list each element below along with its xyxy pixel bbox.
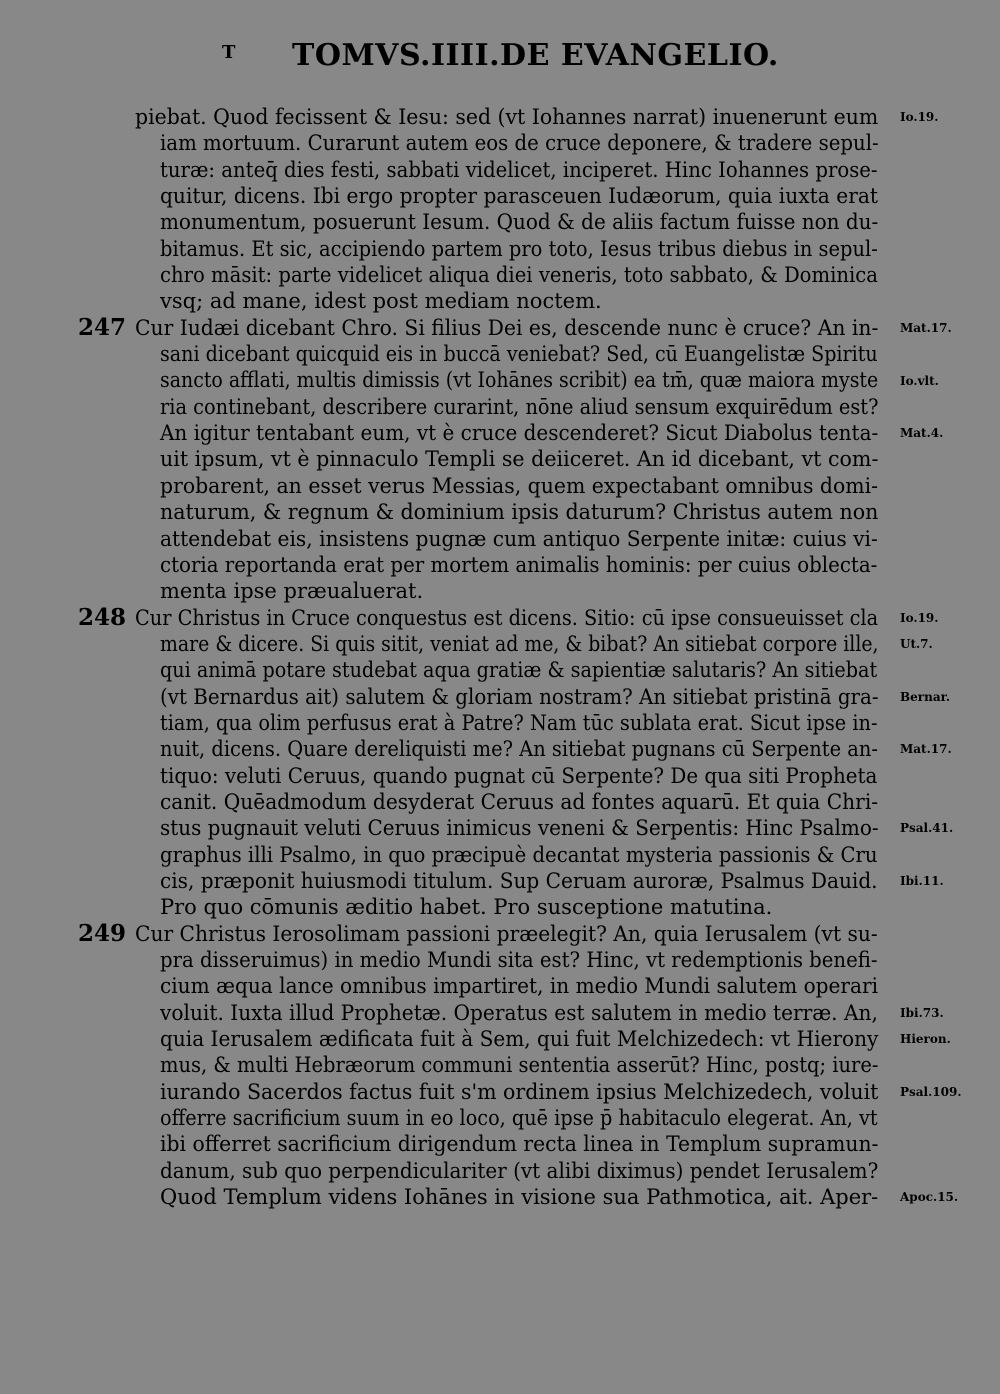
question-number: 247 <box>78 313 127 341</box>
line-text: tiam, qua olim perfusus erat à Patre? Nam tūc sublata erat. Sicut ipse in- <box>160 710 878 735</box>
line-text: qui animā potare studebat aqua gratiæ & sapientiæ salutaris? An sitiebat <box>160 658 878 683</box>
line-text: monumentum, posuerunt Iesum. Quod & de aliis factum fuisse non du- <box>160 210 879 235</box>
margin-reference: Mat.4. <box>900 426 944 441</box>
line-text: mare & dicere. Si quis sitit, veniat ad me, & bibat? An sitiebat corpore ille, <box>160 631 879 656</box>
text-line <box>78 894 878 920</box>
line-text: quia Ierusalem ædificata fuit à Sem, qui fuit Melchizedech: vt Hierony <box>160 1027 879 1052</box>
text-line <box>78 973 878 999</box>
line-text: tiquo: veluti Ceruus, quando pugnat cū Serpente? De qua siti Propheta <box>160 763 878 788</box>
text-line <box>78 815 878 841</box>
line-text: pra disseruimus) in medio Mundi sita est? Hinc, vt redemptionis benefi- <box>160 948 878 972</box>
line-text: danum, sub quo perpendiculariter (vt alibi diximus) pendet Ierusalem? <box>160 1158 879 1183</box>
question-number: 249 <box>78 919 127 947</box>
text-line <box>78 578 878 604</box>
text-line <box>78 157 878 183</box>
line-text: Cur Iudæi dicebant Chro. Si filius Dei es, descende nunc è cruce? An in- <box>135 315 879 340</box>
text-line <box>78 789 878 815</box>
question-number: 248 <box>78 603 127 631</box>
line-text: uit ipsum, vt è pinnaculo Templi se deiiceret. An id dicebant, vt com- <box>160 447 879 472</box>
text-line <box>78 262 878 288</box>
folio-mark: T <box>222 42 236 63</box>
line-text: (vt Bernardus ait) salutem & gloriam nostram? An sitiebat pristinā gra- <box>160 684 879 709</box>
main-text <box>78 104 878 1210</box>
text-line <box>78 236 878 262</box>
text-line <box>78 1079 878 1105</box>
text-line <box>78 1131 878 1157</box>
text-line <box>78 1000 878 1026</box>
text-line <box>78 446 878 472</box>
line-text: sani dicebant quicquid eis in buccā veniebat? Sed, cū Euangelistæ Spiritu <box>160 342 878 367</box>
line-text: canit. Quēadmodum desyderat Ceruus ad fontes aquarū. Et quia Chri- <box>160 789 879 814</box>
text-line <box>78 631 878 657</box>
line-text: nuit, dicens. Quare dereliquisti me? An sitiebat pugnans cū Serpente an- <box>160 737 878 762</box>
line-text: attendebat eis, insistens pugnæ cum antiquo Serpente initæ: cuius vi- <box>160 526 878 551</box>
line-text: probarent, an esset verus Messias, quem expectabant omnibus domi- <box>160 473 879 498</box>
text-line <box>78 526 878 552</box>
text-line <box>78 183 878 209</box>
margin-reference: Hieron. <box>900 1032 951 1047</box>
line-text: sancto afflati, multis dimissis (vt Iohānes scribit) ea tm̄, quæ maiora myste <box>160 368 879 393</box>
text-line <box>78 763 878 789</box>
text-line <box>78 104 878 130</box>
text-line <box>78 315 878 341</box>
line-text: Pro quo cōmunis æditio habet. Pro susceptione matutina. <box>160 895 773 920</box>
line-text: stus pugnauit veluti Ceruus inimicus veneni & Serpentis: Hinc Psalmo- <box>160 816 879 841</box>
text-line <box>78 1105 878 1131</box>
text-line <box>78 1184 878 1210</box>
text-line <box>78 367 878 393</box>
margin-reference: Mat.17. <box>900 742 952 757</box>
page-header <box>0 38 1000 78</box>
margin-reference: Io.19. <box>900 110 939 124</box>
margin-reference: Apoc.15. <box>900 1190 959 1205</box>
line-text: Quod Templum videns Iohānes in visione sua Pathmotica, ait. Aper- <box>160 1185 879 1210</box>
text-line <box>78 1158 878 1184</box>
line-text: vsq; ad mane, idest post mediam noctem. <box>160 289 602 314</box>
text-line <box>78 473 878 499</box>
text-line <box>78 130 878 156</box>
line-text: Cur Christus in Cruce conquestus est dicens. Sitio: cū ipse consueuisset cla <box>135 605 879 630</box>
running-title: TOMVS.IIII.DE EVANGELIO. <box>292 38 779 73</box>
line-text: chro māsit: parte videlicet aliqua diei veneris, toto sabbato, & Dominica <box>160 263 878 288</box>
text-line <box>78 288 878 314</box>
text-line <box>78 394 878 420</box>
line-text: ria continebant, describere curarint, nōne aliud sensum exquirēdum est? <box>160 394 879 419</box>
text-line <box>78 736 878 762</box>
line-text: turæ: anteq̄ dies festi, sabbati videlicet, inciperet. Hinc Iohannes prose- <box>160 157 878 182</box>
margin-reference: Bernar. <box>900 689 950 704</box>
text-line <box>78 209 878 235</box>
text-line <box>78 947 878 973</box>
line-text: cis, præponit huiusmodi titulum. Sup Ceruam auroræ, Psalmus Dauid. <box>160 868 878 893</box>
text-line <box>78 420 878 446</box>
line-text: voluit. Iuxta illud Prophetæ. Operatus est salutem in medio terræ. An, <box>160 1000 878 1025</box>
line-text: bitamus. Et sic, accipiendo partem pro toto, Iesus tribus diebus in sepul- <box>160 236 878 261</box>
line-text: graphus illi Psalmo, in quo præcipuè decantat mysteria passionis & Cru <box>160 842 878 867</box>
margin-reference: Psal.41. <box>900 821 954 836</box>
text-line <box>78 657 878 683</box>
line-text: mus, & multi Hebræorum communi sententia asserūt? Hinc, postq; iure- <box>160 1053 879 1078</box>
text-line <box>78 605 878 631</box>
text-line <box>78 921 878 947</box>
line-text: ctoria reportanda erat per mortem animalis hominis: per cuius oblecta- <box>160 552 878 577</box>
line-text: offerre sacrificium suum in eo loco, quē ipse p̄ habitaculo elegerat. An, vt <box>160 1106 878 1131</box>
text-line <box>78 842 878 868</box>
line-text: quitur, dicens. Ibi ergo propter parasceuen Iudæorum, quia iuxta erat <box>160 184 879 209</box>
line-text: iurando Sacerdos factus fuit s'm ordinem ipsius Melchizedech, voluit <box>160 1079 879 1104</box>
line-text: Cur Christus Ierosolimam passioni præelegit? An, quia Ierusalem (vt su- <box>135 921 878 946</box>
line-text: iam mortuum. Curarunt autem eos de cruce deponere, & tradere sepul- <box>160 131 879 156</box>
margin-reference: Io.19. <box>900 610 939 625</box>
margin-reference: Psal.109. <box>900 1084 962 1099</box>
text-line <box>78 499 878 525</box>
line-text: menta ipse præualuerat. <box>160 579 424 604</box>
text-line <box>78 684 878 710</box>
text-line <box>78 868 878 894</box>
line-text: cium æqua lance omnibus impartiret, in medio Mundi salutem operari <box>160 974 879 999</box>
margin-reference: Io.vlt. <box>900 373 939 388</box>
line-text: naturum, & regnum & dominium ipsis daturum? Christus autem non <box>160 500 879 525</box>
text-line <box>78 552 878 578</box>
text-line <box>78 1052 878 1078</box>
line-text: An igitur tentabant eum, vt è cruce descenderet? Sicut Diabolus tenta- <box>160 421 879 446</box>
text-line <box>78 710 878 736</box>
line-text: ibi offerret sacrificium dirigendum recta linea in Templum supramun- <box>160 1132 879 1157</box>
margin-reference: Ibi.11. <box>900 874 944 889</box>
line-text: piebat. Quod fecissent & Iesu: sed (vt Iohannes narrat) inuenerunt eum <box>135 105 879 129</box>
margin-reference: Ut.7. <box>900 637 933 651</box>
text-line <box>78 1026 878 1052</box>
margin-reference: Ibi.73. <box>900 1005 944 1020</box>
margin-reference: Mat.17. <box>900 320 952 335</box>
text-line <box>78 341 878 367</box>
